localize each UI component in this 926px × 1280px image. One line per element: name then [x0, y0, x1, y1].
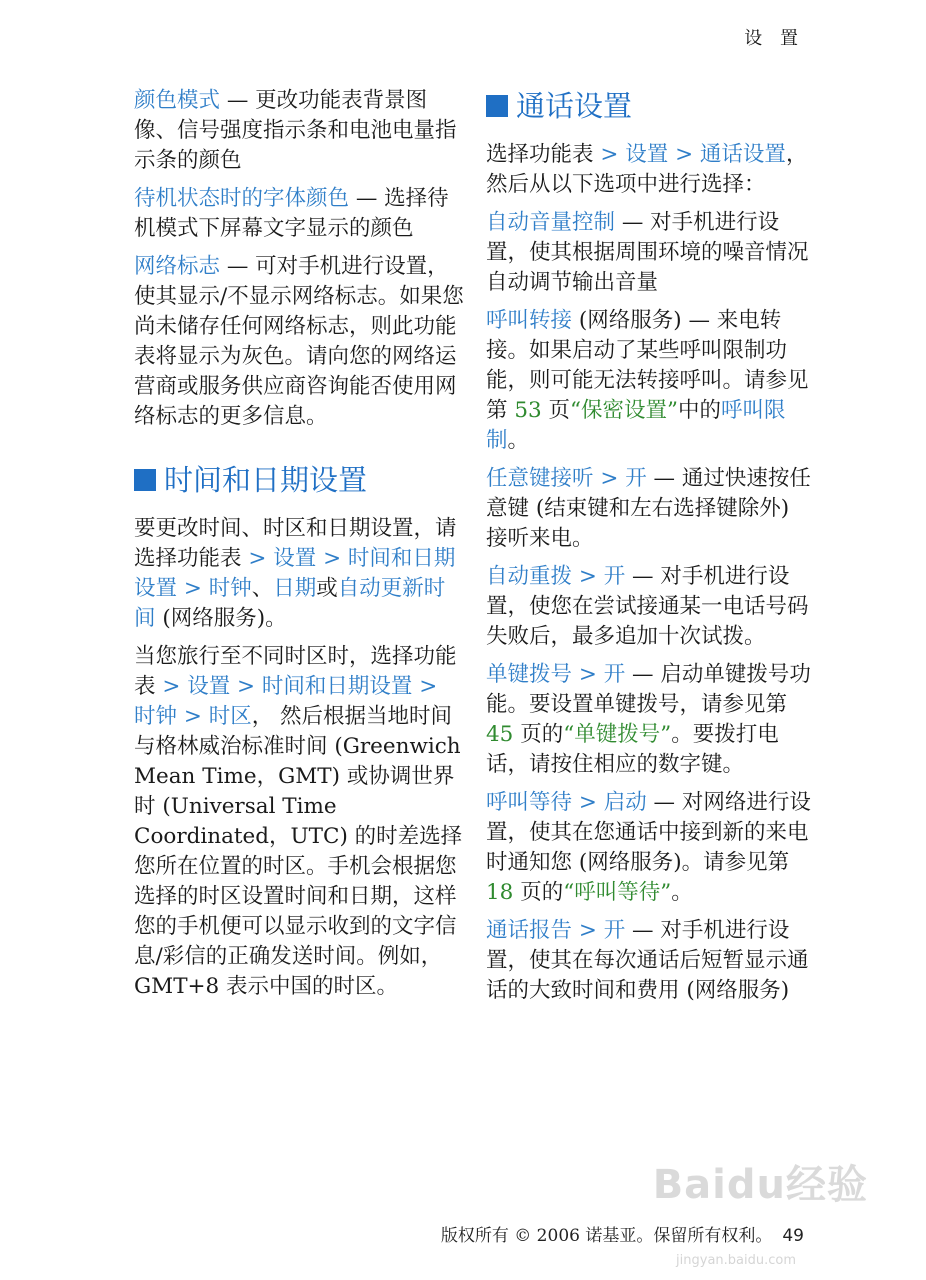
menu-path-link: 设置 [273, 546, 317, 571]
menu-term: 自动重拨 [486, 564, 573, 589]
menu-path-link: 自动更新时间 [134, 576, 446, 631]
section-heading-time-date: 时间和日期设置 [134, 460, 464, 500]
menu-path-link: 通话设置 [699, 142, 786, 167]
menu-option: 开 [603, 662, 626, 687]
section-heading-call-settings: 通话设置 [486, 86, 816, 126]
page-reference: 53 [514, 398, 542, 423]
menu-option: 启动 [603, 790, 647, 815]
baidu-watermark: Baidu经验 [652, 1162, 868, 1208]
menu-keyword: 功能表 [134, 644, 457, 699]
menu-keyword: 功能表 [177, 546, 242, 571]
page-reference: 18 [486, 880, 514, 905]
menu-term: 颜色模式 [134, 88, 221, 113]
menu-option: 开 [625, 466, 647, 491]
menu-path-link: 时钟 [134, 704, 178, 729]
menu-path-link: 呼叫限制 [486, 398, 786, 453]
anykey-answer-item: 任意键接听 > 开 — 通过快速按任意键 (结束键和左右选择键除外) 接听来电。 [486, 466, 811, 551]
auto-redial-item: 自动重拨 > 开 — 对手机进行设置，使您在尝试接通某一电话号码失败后，最多追加十次试拨。 [486, 564, 809, 649]
heading-square-icon [486, 95, 508, 117]
left-column [134, 86, 464, 1010]
menu-term: 自动音量控制 [486, 210, 616, 235]
menu-term: 任意键接听 [486, 466, 594, 491]
menu-path-link: 时间和日期设置 [134, 546, 456, 601]
operator-logo-item [134, 252, 464, 432]
menu-path-link: 时区 [208, 704, 252, 729]
menu-term: 呼叫转接 [486, 308, 573, 333]
section-reference: “单键拨号” [563, 722, 672, 747]
menu-term: 呼叫等待 [486, 790, 573, 815]
call-waiting-item: 呼叫等待 > 启动 — 对网络进行设置，使其在您通话中接到新的来电时通知您 (网络服务)。请参见第 18 页的“呼叫等待”。 [486, 790, 811, 905]
menu-path-link: 设置 [187, 674, 231, 699]
watermark-url: jingyan.baidu.com [676, 1253, 796, 1268]
menu-path-link: 时间和日期设置 [261, 674, 413, 699]
menu-option: 开 [603, 918, 626, 943]
page-footer [441, 1221, 804, 1246]
section-reference: “保密设置” [570, 398, 679, 423]
time-zone-instructions: 当您旅行至不同时区时，选择功能表 > 设置 > 时间和日期设置 > 时钟 > 时区， 然后根据当地时间与格林威治标准时间 (Greenwich Mean Time，GMT) 或协调世界时 (Universal Time Coordinated，UTC) 的时差选择您所在位置的时区。手机会根据您选择的时区设置时间和日期，这样您的手机便可以显示收到的文字信息/彩信的正确发送时间。例如，GMT+8 表示中国的时区。 [134, 644, 463, 999]
menu-keyword: 功能表 [529, 142, 594, 167]
menu-option: 开 [603, 564, 626, 589]
auto-volume-item: 自动音量控制 — 对手机进行设置，使其根据周围环境的噪音情况自动调节输出音量 [486, 210, 809, 295]
color-mode-item [134, 86, 464, 176]
time-date-instructions: 要更改时间、时区和日期设置，请选择功能表 > 设置 > 时间和日期设置 > 时钟、日期或自动更新时间 (网络服务)。 [134, 516, 457, 631]
running-header: 设 置 [744, 28, 804, 49]
item-description: — 可对手机进行设置，使其显示/不显示网络标志。如果您尚未储存任何网络标志，则此功能表将显示为灰色。请向您的网络运营商或服务供应商咨询能否使用网络标志的更多信息。 [134, 254, 464, 429]
page-reference: 45 [486, 722, 514, 747]
menu-path-link: 时钟 [208, 576, 252, 601]
menu-path-link: 设置 [625, 142, 669, 167]
menu-term: 待机状态时的字体颜色 [134, 186, 350, 211]
copyright-text: 版权所有 © 2006 诺基亚。保留所有权利。 [440, 1226, 773, 1246]
item-description: — 选择待机模式下屏幕文字显示的颜色 [134, 186, 449, 241]
heading-square-icon [134, 469, 156, 491]
call-divert-item: 呼叫转接 (网络服务) — 来电转接。如果启动了某些呼叫限制功能，则可能无法转接呼叫。请参见第 53 页“保密设置”中的呼叫限制。 [486, 308, 809, 453]
menu-path-link: 日期 [273, 576, 317, 601]
speed-dial-item: 单键拨号 > 开 — 启动单键拨号功能。要设置单键拨号，请参见第 45 页的“单键拨号”。要拨打电话，请按住相应的数字键。 [486, 662, 811, 777]
menu-term: 网络标志 [134, 254, 221, 279]
page-number: 49 [782, 1226, 804, 1246]
menu-term: 通话报告 [486, 918, 573, 943]
item-description: — 更改功能表背景图像、信号强度指示条和电池电量指示条的颜色 [134, 88, 457, 173]
standby-font-color-item [134, 184, 464, 244]
section-reference: “呼叫等待” [563, 880, 672, 905]
right-column [486, 86, 816, 1014]
menu-term: 单键拨号 [486, 662, 573, 687]
call-settings-intro: 选择功能表 > 设置 > 通话设置，然后从以下选项中进行选择： [486, 142, 808, 197]
call-summary-item: 通话报告 > 开 — 对手机进行设置，使其在每次通话后短暂显示通话的大致时间和费用 (网络服务) [486, 918, 809, 1003]
